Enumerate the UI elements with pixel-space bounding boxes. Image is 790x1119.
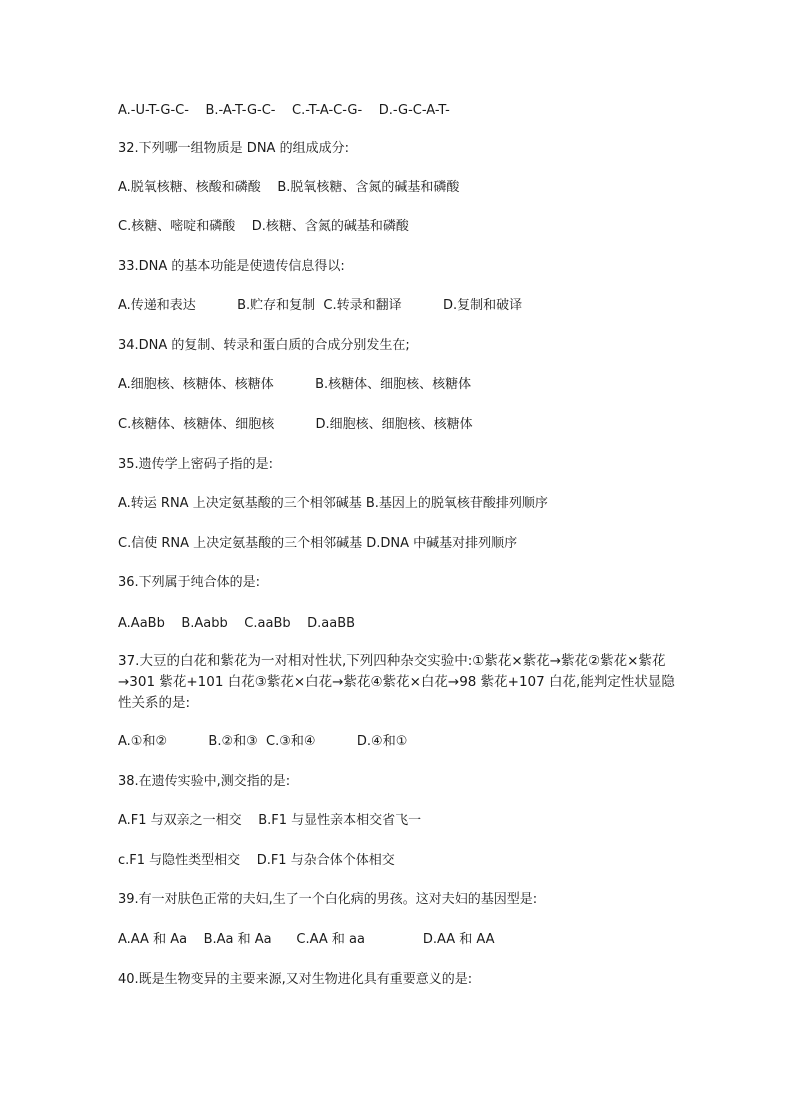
q35-question: 35.遗传学上密码子指的是:	[118, 457, 274, 472]
q34-options-ab: A.细胞核、核糖体、核糖体 B.核糖体、细胞核、核糖体	[118, 377, 472, 392]
q33-question: 33.DNA 的基本功能是使遗传信息得以:	[118, 259, 345, 274]
q32-options-ab: A.脱氧核糖、核酸和磷酸 B.脱氧核糖、含氮的碱基和磷酸	[118, 180, 460, 195]
q38-question: 38.在遗传实验中,测交指的是:	[118, 774, 291, 789]
q34-options-cd: C.核糖体、核糖体、细胞核 D.细胞核、细胞核、核糖体	[118, 417, 473, 432]
q31-options: A.-U-T-G-C- B.-A-T-G-C- C.-T-A-C-G- D.-G-C-A-T-	[118, 103, 450, 118]
q38-options-ab: A.F1 与双亲之一相交 B.F1 与显性亲本相交省飞一	[118, 813, 422, 828]
q40-question: 40.既是生物变异的主要来源,又对生物进化具有重要意义的是:	[118, 972, 473, 987]
q39-options: A.AA 和 Aa B.Aa 和 Aa C.AA 和 aa D.AA 和 AA	[118, 932, 495, 947]
q36-options: A.AaBb B.Aabb C.aaBb D.aaBB	[118, 616, 356, 631]
q36-question: 36.下列属于纯合体的是:	[118, 575, 261, 590]
q37-options: A.①和② B.②和③ C.③和④ D.④和①	[118, 734, 408, 749]
q32-question: 32.下列哪一组物质是 DNA 的组成成分:	[118, 141, 349, 156]
q38-options-cd: c.F1 与隐性类型相交 D.F1 与杂合体个体相交	[118, 853, 395, 868]
q35-options-ab: A.转运 RNA 上决定氨基酸的三个相邻碱基 B.基因上的脱氧核苷酸排列顺序	[118, 496, 548, 511]
q32-options-cd: C.核糖、嘧啶和磷酸 D.核糖、含氮的碱基和磷酸	[118, 219, 409, 234]
q39-question: 39.有一对肤色正常的夫妇,生了一个白化病的男孩。这对夫妇的基因型是:	[118, 892, 538, 907]
q37-question: 37.大豆的白花和紫花为一对相对性状,下列四种杂交实验中:①紫花×紫花→紫花②紫花×紫花→301 紫花+101 白花③紫花×白花→紫花④紫花×白花→98 紫花+107 白花,能判定性状显隐性关系的是:	[118, 653, 675, 711]
q35-options-cd: C.信使 RNA 上决定氨基酸的三个相邻碱基 D.DNA 中碱基对排列顺序	[118, 536, 518, 551]
q33-options: A.传递和表达 B.贮存和复制 C.转录和翻译 D.复制和破译	[118, 298, 523, 313]
q34-question: 34.DNA 的复制、转录和蛋白质的合成分别发生在;	[118, 338, 410, 353]
